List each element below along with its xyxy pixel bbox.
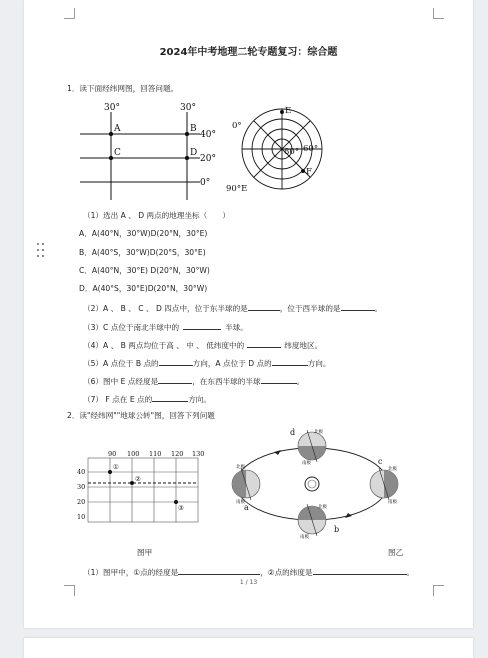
grid-right-label: 20° <box>200 154 216 164</box>
chart-x-tick: 110 <box>149 450 162 458</box>
chart-point-label: ③ <box>178 504 184 512</box>
figure-caption-right: 图乙 <box>388 548 404 557</box>
grid-point-label: B <box>190 124 197 134</box>
q1-stem: 1．读下面经纬网图，回答问题。 <box>67 84 179 93</box>
answer-blank[interactable] <box>183 321 221 330</box>
chart-x-tick: 130 <box>192 450 205 458</box>
grid-point-label: D <box>190 148 198 158</box>
orbit-position-label: b <box>334 525 340 534</box>
polar-label: 80° <box>284 147 300 157</box>
chart-x-tick: 90 <box>108 450 117 458</box>
earth-orbit-figure <box>214 424 414 546</box>
polar-label: F <box>306 167 312 177</box>
orbit-pole-label: 北极 <box>236 465 245 470</box>
orbit-pole-label: 南极 <box>302 461 311 466</box>
answer-blank[interactable] <box>248 302 280 311</box>
orbit-position-label: a <box>244 503 249 512</box>
q1-sub1: （1）选出 A 、 D 两点的地理坐标（ ） <box>83 211 231 220</box>
polar-label: 90°E <box>226 184 248 194</box>
grid-top-label: 30° <box>104 103 120 113</box>
option-c: C．A(40°N，30°E) D(20°N，30°W) <box>79 266 210 275</box>
polar-label: E <box>285 106 292 116</box>
option-a: A．A(40°N，30°W)D(20°N，30°E) <box>79 229 208 238</box>
grid-point-label: A <box>114 124 121 134</box>
orbit-pole-label: 北极 <box>388 467 397 472</box>
polar-label: 0° <box>232 121 242 131</box>
chart-y-tick: 30 <box>77 483 86 491</box>
option-b: B．A(40°S，30°W)D(20°S，30°E) <box>79 248 206 257</box>
lat-long-grid-figure <box>80 100 220 204</box>
chart-x-tick: 120 <box>171 450 184 458</box>
q1-sub2: （2）A 、 B 、 C 、 D 四点中，位于东半球的是 ，位于西半球的是 。 <box>83 304 383 313</box>
answer-blank[interactable] <box>272 357 308 366</box>
orbit-position-label: c <box>378 457 383 466</box>
q1-sub4: （4）A 、 B 两点均位于高 、 中 、 低纬度中的 纬度地区。 <box>83 341 323 350</box>
option-d: D．A(40°S，30°E)D(20°N，30°W) <box>79 284 208 293</box>
q1-sub5: （5）A 点位于 B 点的 方向，A 点位于 D 点的 方向。 <box>83 359 331 368</box>
drag-handle-icon[interactable] <box>37 243 45 259</box>
chart-y-tick: 10 <box>77 513 86 521</box>
crop-mark-top-right <box>433 8 444 19</box>
next-document-page <box>24 638 473 658</box>
orbit-pole-label: 北极 <box>314 430 323 435</box>
crop-mark-bottom-left <box>64 585 75 596</box>
orbit-position-label: d <box>290 428 296 437</box>
chart-x-tick: 100 <box>127 450 140 458</box>
answer-blank[interactable] <box>152 393 188 402</box>
polar-label: 60° <box>303 144 319 154</box>
q1-sub7: （7） F 点在 E 点的 方向。 <box>83 395 211 404</box>
q2-stem: 2．读"经纬网""地球公转"图，回答下列问题 <box>67 411 215 420</box>
chart-y-tick: 20 <box>77 498 86 506</box>
orbit-pole-label: 南极 <box>388 500 397 505</box>
q1-sub6: （6）图中 E 点经度是 ，在东西半球的半球 。 <box>83 377 305 386</box>
answer-blank[interactable] <box>313 566 407 575</box>
q2-sub1: （1）图甲中，①点的经度是 ，②点的纬度是 。 <box>83 568 415 577</box>
orbit-pole-label: 南极 <box>236 500 245 505</box>
answer-blank[interactable] <box>159 357 193 366</box>
chart-y-tick: 40 <box>77 468 86 476</box>
polar-projection-figure <box>224 104 334 198</box>
answer-blank[interactable] <box>178 566 260 575</box>
chart-point-label: ① <box>113 463 119 471</box>
grid-point-label: C <box>114 148 121 158</box>
figure-caption-left: 图甲 <box>137 548 153 557</box>
answer-blank[interactable] <box>341 302 375 311</box>
answer-blank[interactable] <box>261 375 297 384</box>
document-page <box>24 0 473 628</box>
lat-long-chart-figure <box>74 450 214 532</box>
crop-mark-bottom-right <box>433 585 444 596</box>
answer-blank[interactable] <box>158 375 192 384</box>
grid-top-label: 30° <box>180 103 196 113</box>
orbit-pole-label: 南极 <box>300 535 309 540</box>
grid-right-label: 0° <box>200 178 211 188</box>
document-title: 2024年中考地理二轮专题复习：综合题 <box>159 47 338 58</box>
grid-right-label: 40° <box>200 130 216 140</box>
chart-point-label: ② <box>135 475 141 483</box>
crop-mark-top-left <box>64 8 75 19</box>
answer-blank[interactable] <box>247 339 281 348</box>
q1-sub3: （3）C 点位于南北半球中的 半球。 <box>83 323 248 332</box>
page-number: 1 / 13 <box>239 579 258 586</box>
orbit-pole-label: 北极 <box>318 505 327 510</box>
